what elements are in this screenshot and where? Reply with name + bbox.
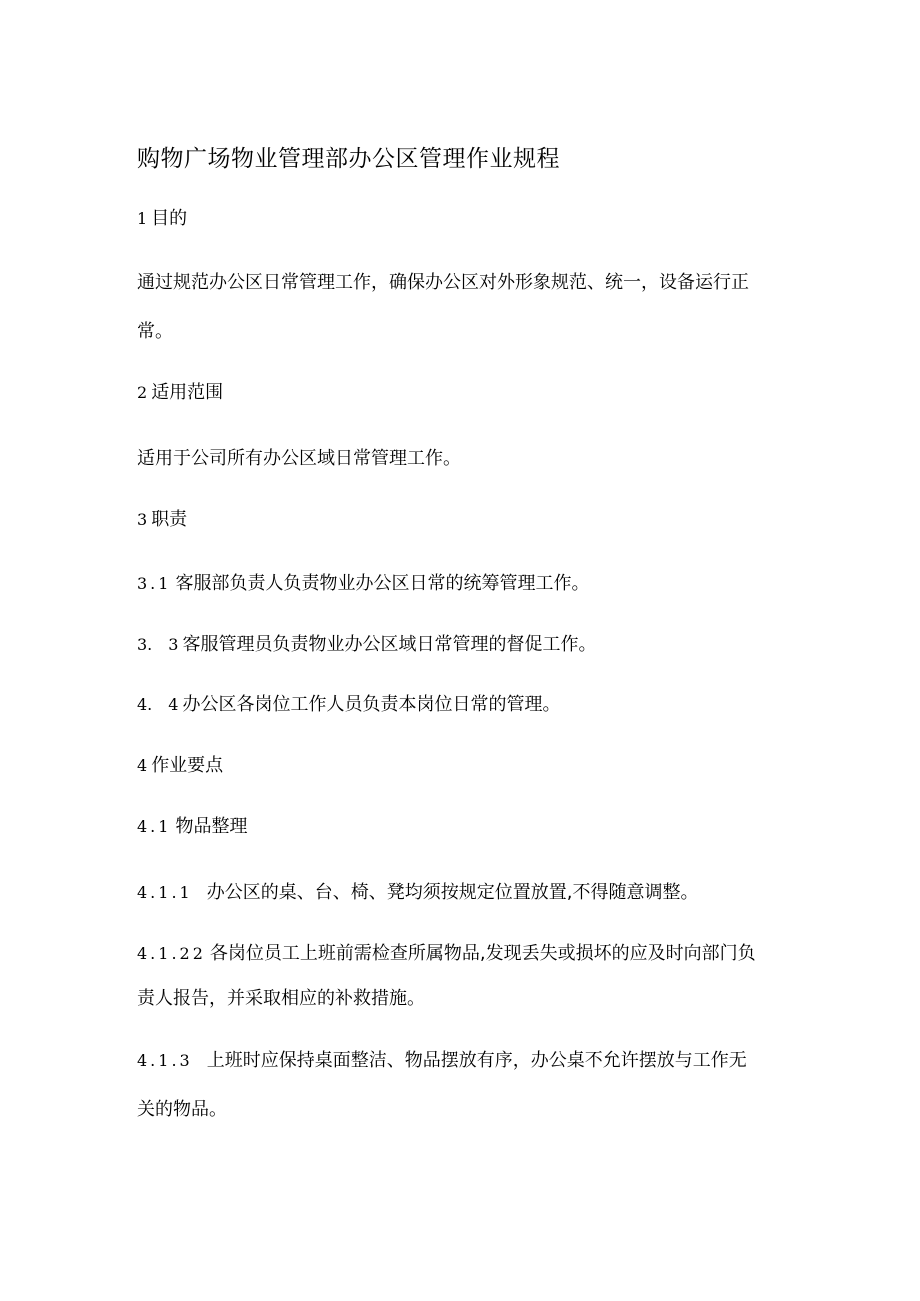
item-text: 办公区的桌、台、椅、凳均须按规定位置放置,不得随意调整。 xyxy=(206,882,699,903)
paragraph-line xyxy=(137,271,749,295)
paragraph-line xyxy=(137,987,425,1011)
section-text: 职责 xyxy=(151,509,188,530)
section-heading-scope xyxy=(137,381,223,405)
item-text: 各岗位员工上班前需检查所属物品,发现丢失或损坏的应及时向部门负 xyxy=(209,943,756,964)
section-number: 2 xyxy=(137,383,148,402)
paragraph-text: 责人报告，并采取相应的补救措施。 xyxy=(137,988,425,1009)
item-number: 3. 3 xyxy=(137,635,179,654)
item-text: 上班时应保持桌面整洁、物品摆放有序，办公桌不允许摆放与工作无 xyxy=(206,1050,747,1071)
item-text: 物品整理 xyxy=(175,816,248,837)
list-item xyxy=(137,633,596,657)
paragraph-text: 通过规范办公区日常管理工作，确保办公区对外形象规范、统一，设备运行正 xyxy=(137,272,749,293)
section-number: 4 xyxy=(137,756,148,775)
item-number: 3.1 xyxy=(137,574,172,593)
section-text: 作业要点 xyxy=(151,755,224,776)
section-text: 适用范围 xyxy=(151,382,224,403)
list-item xyxy=(137,1049,747,1073)
section-heading-purpose xyxy=(137,207,187,231)
item-number: 4.1.3 xyxy=(137,1051,193,1070)
section-number: 3 xyxy=(137,510,148,529)
paragraph-text: 常。 xyxy=(137,321,173,342)
item-number: 4.1 xyxy=(137,817,172,836)
document-title: 购物广场物业管理部办公区管理作业规程 xyxy=(137,146,560,172)
list-item xyxy=(137,572,589,596)
item-text: 办公区各岗位工作人员负责本岗位日常的管理。 xyxy=(182,694,561,715)
list-item xyxy=(137,942,756,966)
section-number: 1 xyxy=(137,209,148,228)
item-number: 4.1.22 xyxy=(137,944,206,963)
paragraph-line xyxy=(137,320,173,344)
subsection-heading xyxy=(137,815,247,839)
paragraph-line xyxy=(137,1098,227,1122)
item-text: 客服部负责人负责物业办公区日常的统筹管理工作。 xyxy=(175,573,590,594)
section-text: 目的 xyxy=(151,208,188,229)
list-item xyxy=(137,881,698,905)
section-heading-responsibilities xyxy=(137,508,187,532)
paragraph-text: 适用于公司所有办公区域日常管理工作。 xyxy=(137,448,461,469)
paragraph-line xyxy=(137,447,461,471)
item-number: 4.1.1 xyxy=(137,883,193,902)
list-item xyxy=(137,693,560,717)
section-heading-key-points xyxy=(137,754,223,778)
paragraph-text: 关的物品。 xyxy=(137,1099,227,1120)
item-number: 4. 4 xyxy=(137,695,179,714)
item-text: 客服管理员负责物业办公区域日常管理的督促工作。 xyxy=(182,634,597,655)
